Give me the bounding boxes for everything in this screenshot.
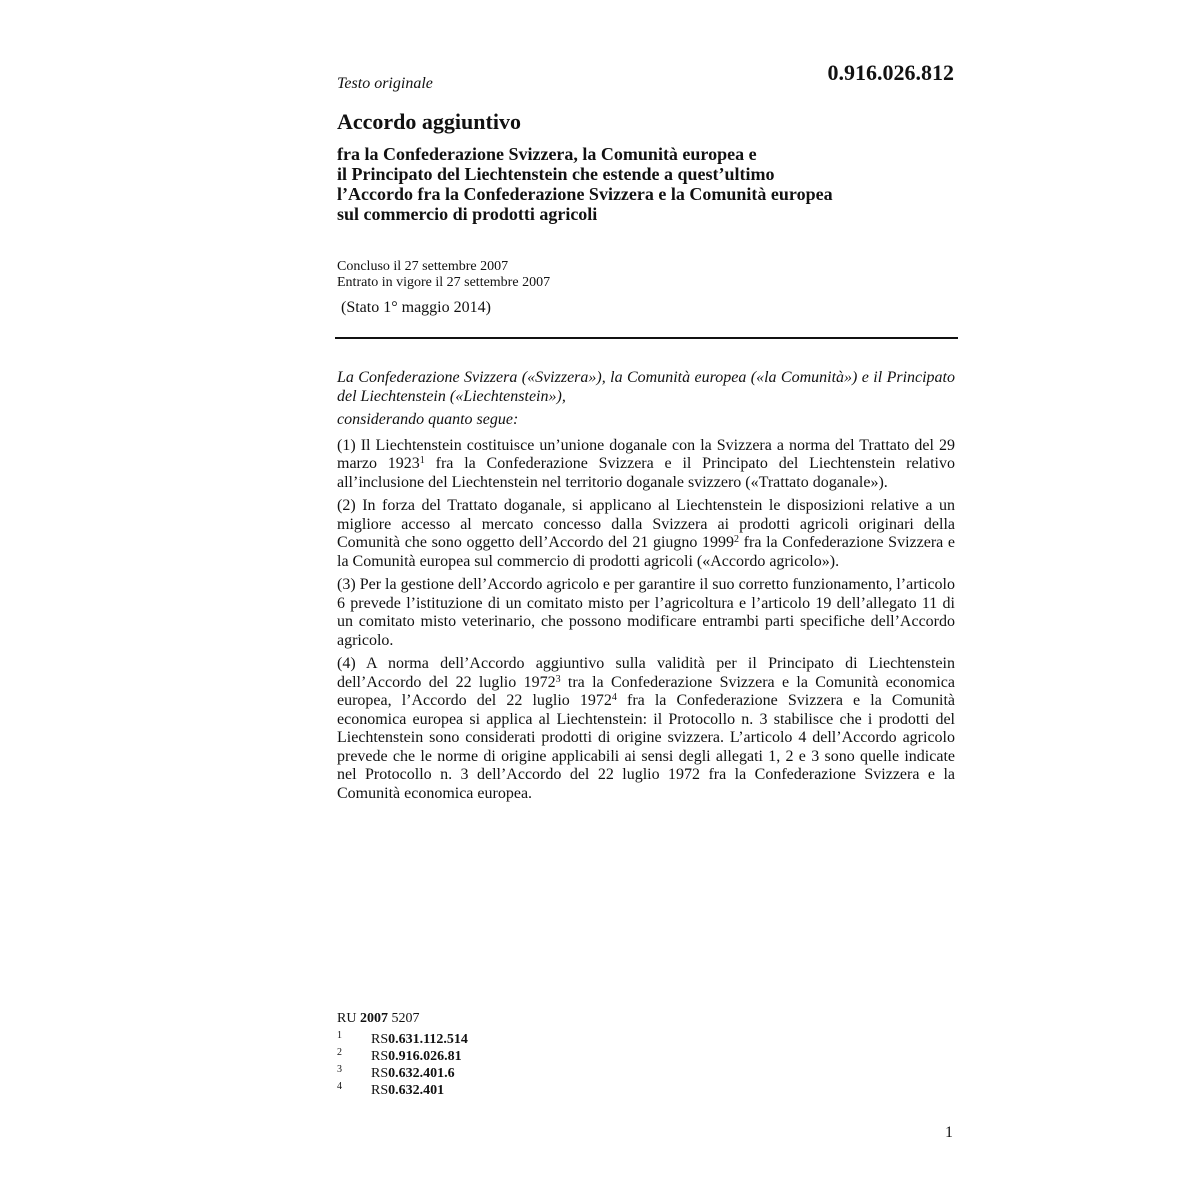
horizontal-divider [335,337,958,339]
preamble-considering: considerando quanto segue: [337,411,519,428]
footnote: 2 RS 0.916.026.81 [337,1047,462,1064]
ru-reference: RU 2007 5207 [337,1011,420,1026]
footnote-ref: 3 [555,673,561,685]
subtitle-line: sul commercio di prodotti agricoli [337,204,598,224]
recital-2: (2) In forza del Trattato doganale, si applicano al Liechtenstein le disposizioni relative a un migliore accesso al mercato concesso dalla Svizzera ai prodotti agricoli originari della Comunità che sono oggetto dell’Accordo del 21 giugno 1999$^2$ fra la Confederazione Svizzera e la Comunità europea sul commercio di prodotti agricoli («Accordo agricolo»). [337,497,956,570]
in-force-date: Entrato in vigore il 27 settembre 2007 [337,275,551,290]
footnote: 4 RS 0.632.401 [337,1081,445,1098]
document-body [337,369,955,808]
status-date: (Stato 1° maggio 2014) [341,299,491,316]
footnote-ref: 4 [611,692,617,703]
recital-3: (3) Per la gestione dell’Accordo agricolo e per garantire il suo corretto funzionamento, l’articolo 6 prevede l’istituzione di un comitato misto per l’agricoltura e l’articolo 19 dell’allegato 11 di un comitato misto veterinario, che possono modificare entrambi parti specifiche dell’Accordo agricolo. [337,576,955,649]
recital-1: (1) Il Liechtenstein costituisce un’unione doganale con la Svizzera a norma del Trattato del 29 marzo 1923$^1$ fra la Confederazione Svizzera e il Principato del Liechtenstein relativo all’inclusione del Liechtenstein nel territorio doganale svizzero («Trattato doganale»). [337,436,955,491]
sr-number: 0.916.026.812 [827,60,954,85]
footnote-ref: 1 [419,455,425,466]
document-title: Accordo aggiuntivo [337,109,521,134]
footnote: 3 RS 0.632.401.6 [337,1064,455,1081]
dates-block [337,259,550,291]
page-number: 1 [945,1124,953,1141]
footnote: 1 RS 0.631.112.514 [337,1030,468,1047]
document-subtitle [337,144,957,224]
footnotes [337,1031,468,1099]
preamble-parties: La Confederazione Svizzera («Svizzera»), la Comunità europea («la Comunità») e il Principato del Liechtenstein («Liechtenstein»), [337,369,955,405]
subtitle-line: il Principato del Liechtenstein che estende a quest’ultimo [337,164,775,184]
subtitle-line: fra la Confederazione Svizzera, la Comunità europea e [337,144,757,164]
concluded-date: Concluso il 27 settembre 2007 [337,259,509,274]
recital-4: (4) A norma dell’Accordo aggiuntivo sulla validità per il Principato di Liechtenstein dell’Accordo del 22 luglio 1972$^3$ tra la Confederazione Svizzera e la Comunità economica europea, l’Accordo del 22 luglio 1972$^4$ fra la Confederazione Svizzera e la Comunità economica europea si applica al Liechtenstein: il Protocollo n. 3 stabilisce che i prodotti del Liechtenstein sono considerati prodotti di origine svizzera. L’articolo 4 dell’Accordo agricolo prevede che le norme di origine applicabili ai sensi degli allegati 1, 2 e 3 sono quelle indicate nel Protocollo n. 3 dell’Accordo del 22 luglio 1972 fra la Confederazione Svizzera e la Comunità economica europea. [337,655,956,802]
subtitle-line: l’Accordo fra la Confederazione Svizzera e la Comunità europea [337,184,833,204]
footnote-ref: 2 [734,534,740,545]
original-text-label: Testo originale [337,75,433,92]
